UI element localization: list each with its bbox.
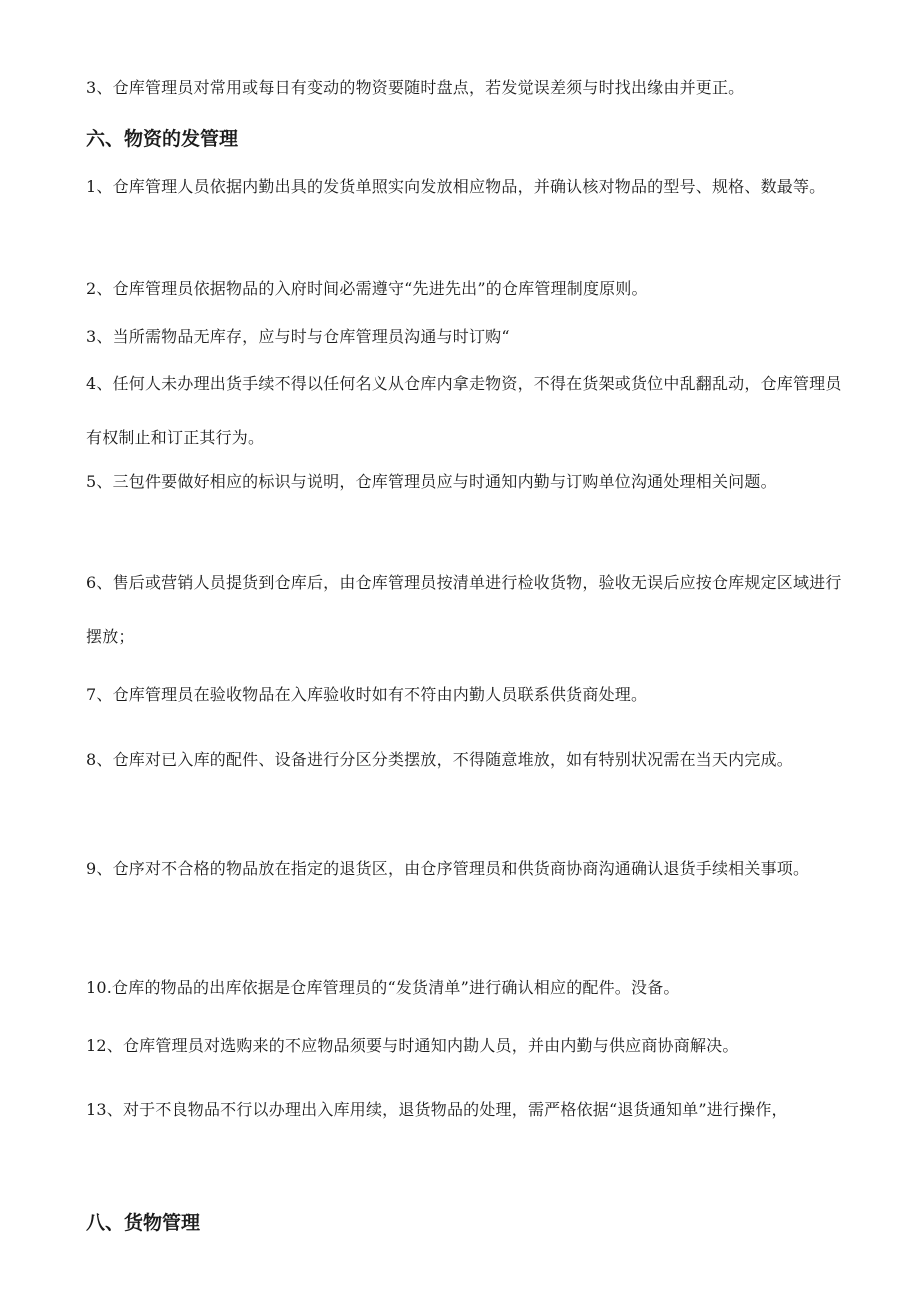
- paragraph-5: 5、三包件要做好相应的标识与说明，仓库管理员应与时通知内勤与订购单位沟通处理相关问题。: [86, 472, 777, 491]
- paragraph-8: 8、仓库对已入库的配件、设备进行分区分类摆放，不得随意堆放，如有特别状况需在当天内完成。: [86, 750, 793, 769]
- paragraph-7: 7、仓库管理员在验收物品在入库验收时如有不符由内勤人员联系供货商处理。: [86, 685, 648, 704]
- paragraph-2: 2、仓库管理员依据物品的入府时间必需遵守“先进先出”的仓库管理制度原则。: [86, 279, 648, 298]
- paragraph-10: 10.仓库的物品的出库依据是仓库管理员的“发货清单”进行确认相应的配件。没备。: [86, 978, 680, 997]
- paragraph-12: 12、仓库管理员对选购来的不应物品须要与时通知内勘人员，并由内勤与供应商协商解决。: [86, 1036, 739, 1055]
- section-heading-6: 六、物资的发管理: [86, 128, 239, 150]
- section-heading-8: 八、货物管理: [86, 1212, 201, 1234]
- paragraph-3-inventory-check: 3、仓库管理员对常用或每日有变动的物资要随时盘点，若发觉误差须与时找出缘由并更正。: [86, 78, 745, 97]
- paragraph-6: 6、售后或营销人员提货到仓库后，由仓库管理员按清单进行检收货物，验收无误后应按仓库规定区域进行摆放；: [86, 573, 842, 646]
- paragraph-1: 1、仓库管理人员依据内勤出具的发货单照实向发放相应物品，并确认核对物品的型号、规格、数最等。: [86, 177, 826, 196]
- paragraph-9: 9、仓序对不合格的物品放在指定的退货区，由仓序管理员和供货商协商沟通确认退货手续相关事项。: [86, 859, 810, 878]
- paragraph-3: 3、当所需物品无库存，应与时与仓库管理员沟通与时订购“: [86, 327, 510, 346]
- paragraph-4: 4、任何人未办理出货手续不得以任何名义从仓库内拿走物资，不得在货架或货位中乱翻乱动，仓库管理员有权制止和订正其行为。: [86, 374, 842, 447]
- paragraph-13: 13、对于不良物品不行以办理出入库用续，退货物品的处理，需严格依据“退货通知单”进行操作，: [86, 1100, 788, 1119]
